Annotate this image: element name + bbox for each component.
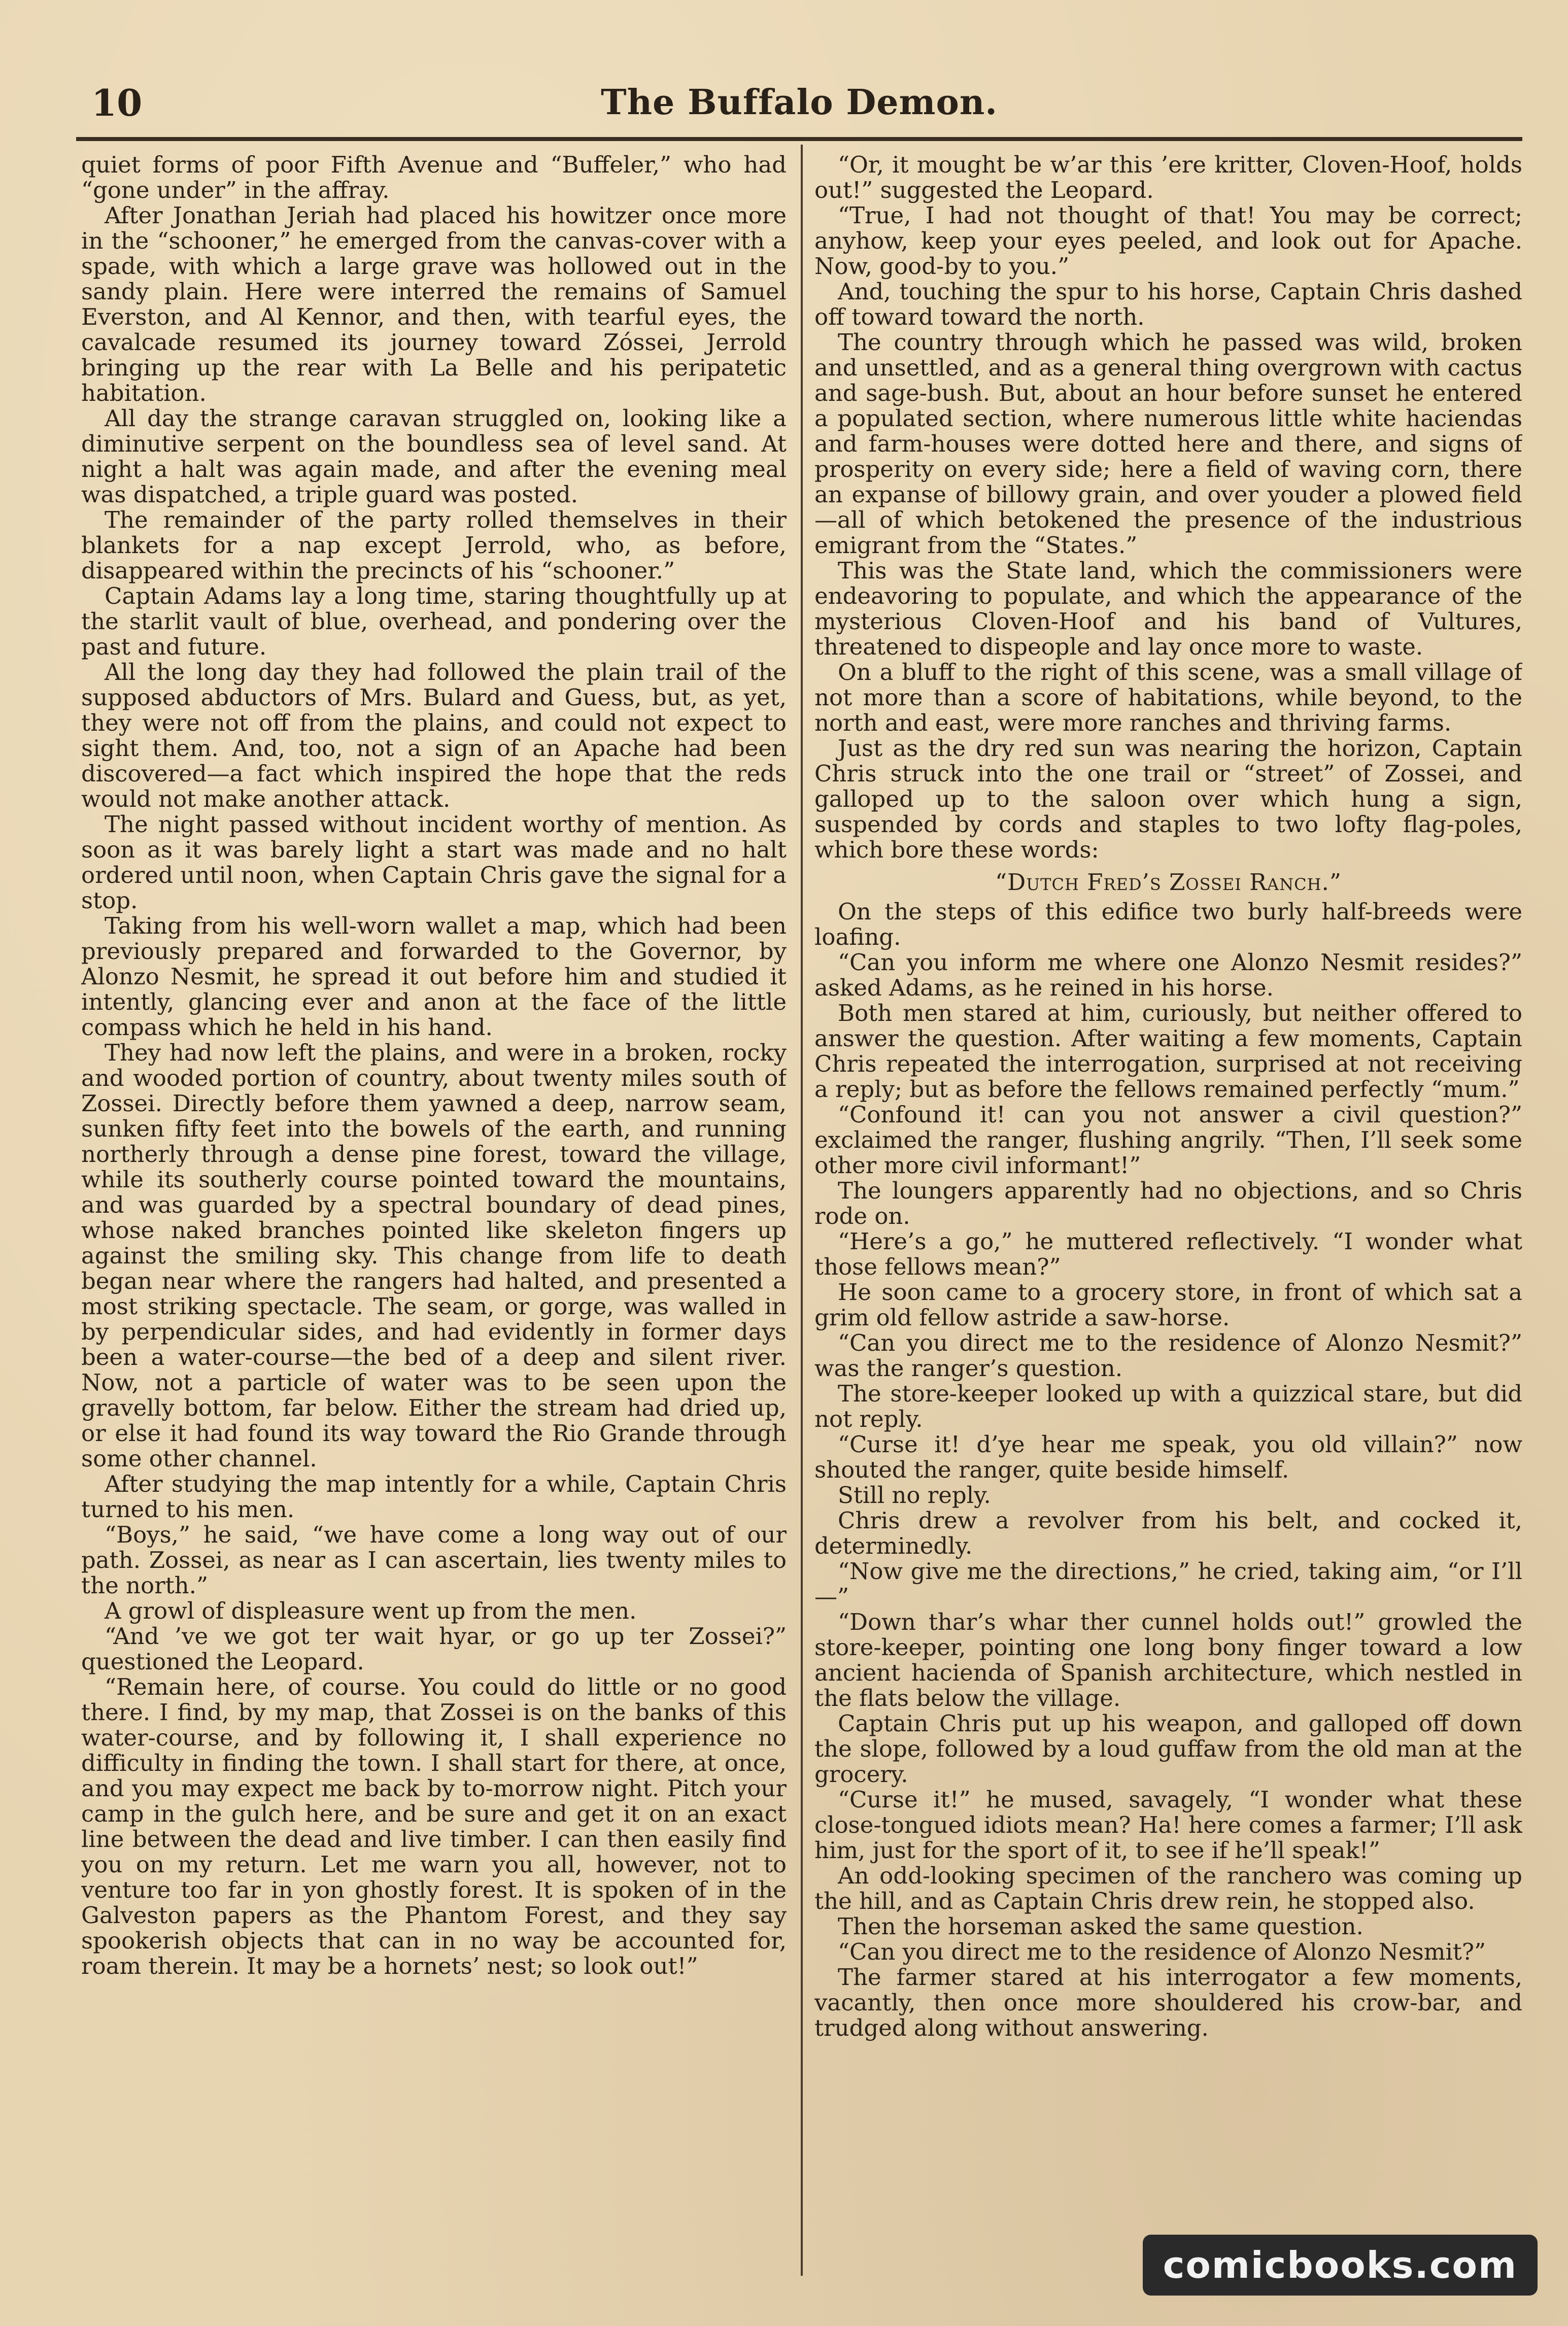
page-header (76, 76, 1522, 132)
running-title: The Buffalo Demon. (601, 82, 998, 123)
paragraph: Captain Chris put up his weapon, and galloped off down the slope, followed by a loud guffaw from the old man at the grocery. (814, 1710, 1522, 1788)
paragraph: “Here’s a go,” he muttered reflectively. “I wonder what those fellows mean?” (814, 1228, 1522, 1280)
page-number: 10 (91, 81, 143, 124)
paragraph: All the long day they had followed the plain trail of the supposed abductors of Mrs. Bulard and Guess, but, as yet, they were not off from the plains, and could not expect to sight them. And, too, not a sign of an Apache had been discovered—a fact which inspired the hope that the reds would not make another attack. (81, 659, 787, 812)
paragraph: “Or, it mought be w’ar this ’ere kritter, Cloven-Hoof, holds out!” suggested the Leopard. (814, 152, 1522, 203)
paragraph: The store-keeper looked up with a quizzical stare, but did not reply. (814, 1380, 1522, 1432)
paragraph: The country through which he passed was wild, broken and unsettled, and as a general thing overgrown with cactus and sage-bush. But, about an hour before sunset he entered a populated section, where numerous little white haciendas and farm-houses were dotted here and there, and signs of prosperity on every side; here a field of waving corn, there an expanse of billowy grain, and over youder a plowed field—all of which betokened the presence of the industrious emigrant from the “States.” (814, 329, 1522, 559)
paragraph: “True, I had not thought of that! You may be correct; anyhow, keep your eyes peeled, and look out for Apache. Now, good-by to you.” (814, 202, 1522, 280)
paragraph: The night passed without incident worthy of mention. As soon as it was barely light a start was made and no halt ordered until noon, when Captain Chris gave the signal for a stop. (81, 811, 787, 914)
paragraph: “Now give me the directions,” he cried, taking aim, “or I’ll—” (814, 1558, 1522, 1610)
left-column (81, 152, 787, 2268)
paragraph: Then the horseman asked the same question. (838, 1913, 1364, 1940)
paragraph: Captain Adams lay a long time, staring thoughtfully up at the starlit vault of blue, overhead, and pondering over the past and future. (81, 583, 787, 660)
paragraph: All day the strange caravan struggled on, looking like a diminutive serpent on the boundless sea of level sand. At night a halt was again made, and after the evening meal was dispatched, a triple guard was posted. (81, 405, 787, 508)
paragraph: “Curse it! d’ye hear me speak, you old villain?” now shouted the ranger, quite beside himself. (814, 1431, 1522, 1483)
paragraph: “Can you inform me where one Alonzo Nesmit resides?” asked Adams, as he reined in his horse. (814, 949, 1522, 1001)
paragraph: After studying the map intently for a while, Captain Chris turned to his men. (81, 1470, 787, 1523)
paragraph: And, touching the spur to his horse, Captain Chris dashed off toward toward the north. (814, 278, 1522, 330)
paragraph: “Can you direct me to the residence of Alonzo Nesmit?” (838, 1938, 1486, 1965)
paragraph: This was the State land, which the commissioners were endeavoring to populate, and which the appearance of the mysterious Cloven-Hoof and his band of Vultures, threatened to dispeople and lay once more to waste. (814, 557, 1522, 660)
header-rule (76, 137, 1522, 141)
paragraph: “Remain here, of course. You could do little or no good there. I find, by my map, that Zossei is on the banks of this water-course, and by following it, I shall experience no difficulty in finding the town. I shall start for there, at once, and you may expect me back by to-morrow night. Pitch your camp in the gulch here, and be sure and get it on an exact line between the dead and live timber. I can then easily find you on my return. Let me warn you all, however, not to venture too far in yon ghostly forest. It is spoken of in the Galveston papers as the Phantom Forest, and they say spookerish objects that can in no way be accounted for, roam therein. It may be a hornets’ nest; so look out!” (81, 1673, 787, 1979)
paragraph: On the steps of this edifice two burly half-breeds were loafing. (814, 898, 1522, 950)
paragraph: Both men stared at him, curiously, but neither offered to answer the question. After waiting a few moments, Captain Chris repeated the interrogation, surprised at not receiving a reply; but as before the fellows remained perfectly “mum.” (814, 1000, 1522, 1103)
paragraph: “Boys,” he said, “we have come a long way out of our path. Zossei, as near as I can ascertain, lies twenty miles to the north.” (81, 1521, 787, 1599)
paragraph: On a bluff to the right of this scene, was a small village of not more than a score of habitations, while beyond, to the north and east, were more ranches and thriving farms. (814, 659, 1522, 736)
right-column (814, 152, 1522, 2268)
paragraph: After Jonathan Jeriah had placed his howitzer once more in the “schooner,” he emerged from the canvas-cover with a spade, with which a large grave was hollowed out in the sandy plain. Here were interred the remains of Samuel Everston, and Al Kennor, and then, with tearful eyes, the cavalcade resumed its journey toward Zóssei, Jerrold bringing up the rear with La Belle and his peripatetic habitation. (81, 202, 787, 406)
paragraph: The remainder of the party rolled themselves in their blankets for a nap except Jerrold, who, as before, disappeared within the precincts of his “schooner.” (81, 506, 787, 584)
paragraph: “Down thar’s whar ther cunnel holds out!” growled the store-keeper, pointing one long bony finger toward a low ancient hacienda of Spanish architecture, which nestled in the flats below the village. (814, 1609, 1522, 1712)
paragraph: Chris drew a revolver from his belt, and cocked it, determinedly. (814, 1507, 1522, 1559)
watermark-logo: comicbooks.com (1143, 2235, 1538, 2296)
paragraph: “Can you direct me to the residence of Alonzo Nesmit?” was the ranger’s question. (814, 1329, 1522, 1382)
paragraph: An odd-looking specimen of the ranchero was coming up the hill, and as Captain Chris drew rein, he stopped also. (814, 1862, 1522, 1914)
paragraph: “Curse it!” he mused, savagely, “I wonder what these close-tongued idiots mean? Ha! here comes a farmer; I’ll ask him, just for the sport of it, to see if he’ll speak!” (814, 1786, 1522, 1864)
paragraph: A growl of displeasure went up from the men. (105, 1597, 637, 1624)
paragraph: Just as the dry red sun was nearing the horizon, Captain Chris struck into the one trail or “street” of Zossei, and galloped up to the saloon over which hung a sign, suspended by cords and staples to two lofty flag-poles, which bore these words: (814, 735, 1522, 863)
paragraph: They had now left the plains, and were in a broken, rocky and wooded portion of country, about twenty miles south of Zossei. Directly before them yawned a deep, narrow seam, sunken fifty feet into the bowels of the earth, and running northerly through a dense pine forest, toward the village, while its southerly course pointed toward the mountains, and was guarded by a spectral boundary of dead pines, whose naked branches pointed like skeleton fingers up against the smiling sky. This change from life to death began near where the rangers had halted, and presented a most striking spectacle. The seam, or gorge, was walled in by perpendicular sides, and had evidently in former days been a water-course—the bed of a deep and silent river. Now, not a particle of water was to be seen upon the gravelly bottom, far below. Either the stream had dried up, or else it had found its way toward the Rio Grande through some other channel. (81, 1039, 787, 1472)
section-heading: “Dutch Fred’s Zossei Ranch.” (995, 869, 1342, 896)
paragraph: Still no reply. (838, 1482, 991, 1509)
paragraph: quiet forms of poor Fifth Avenue and “Buffeler,” who had “gone under” in the affray. (81, 152, 787, 203)
paragraph: “Confound it! can you not answer a civil question?” exclaimed the ranger, flushing angrily. “Then, I’ll seek some other more civil informant!” (814, 1101, 1522, 1179)
paragraph: “And ’ve we got ter wait hyar, or go up ter Zossei?” questioned the Leopard. (81, 1623, 787, 1675)
paragraph: The farmer stared at his interrogator a few moments, vacantly, then once more shouldered his crow-bar, and trudged along without answering. (814, 1964, 1522, 2041)
column-divider (801, 145, 803, 2276)
paragraph: Taking from his well-worn wallet a map, which had been previously prepared and forwarded to the Governor, by Alonzo Nesmit, he spread it out before him and studied it intently, glancing ever and anon at the face of the little compass which he held in his hand. (81, 912, 787, 1041)
paragraph: The loungers apparently had no objections, and so Chris rode on. (814, 1177, 1522, 1229)
paragraph: He soon came to a grocery store, in front of which sat a grim old fellow astride a saw-horse. (814, 1279, 1522, 1331)
